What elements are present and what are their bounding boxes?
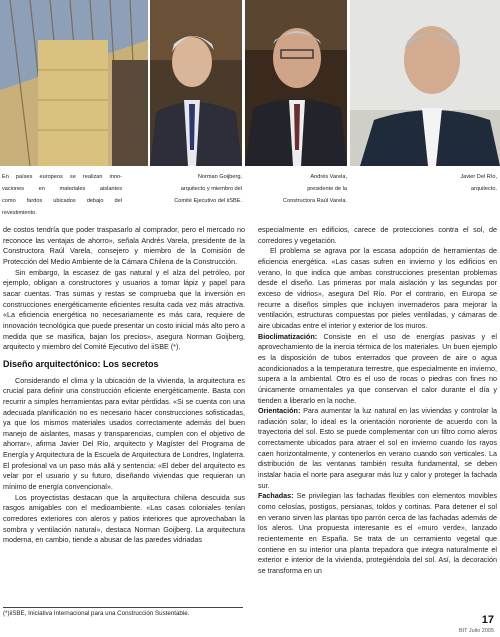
paragraph-text: Se privilegian las fachadas flexibles con elementos movibles como celosías, postigos, persianas, toldos y cortinas. Para detener el sol en verano sirven las plantas tipo parrón cerca de las fachadas además de los aleros. Una propuesta interesante es el «muro verde», lanzado recientemente en España. Se trata de un cerramiento vegetal que contiene en su interior una planta trepadora que integra naturalmente el exterior e interior de la vivienda, protegiéndola del sol. Así, la decoración se transforma en un — [258, 491, 497, 575]
bold-label: Bioclimatización: — [258, 331, 318, 341]
paragraph-text: Para aumentar la luz natural en las viviendas y controlar la radiación solar, lo ideal es la orientación nororiente de acuerdo con la trayectoria del sol. Esto se puede complementar con un filtro como aleros correctamente ubicados para atraer el sol en invierno cuando los rayos caen horizontalmente, y contenerlos en verano cuando son verticales. La distribución de las ventanas también resulta fundamental, se deben instalar hacia el norte para asegurar más luz y calor y proteger la fachada sur. — [258, 406, 497, 490]
caption-goijberg — [150, 171, 242, 207]
photo-norman-goijberg — [150, 0, 242, 166]
caption-insulation — [2, 171, 122, 219]
caption-line: Javier Del Río, — [460, 174, 497, 180]
caption-line: En países europeos se realizan inno- — [2, 174, 122, 180]
bioclimatizacion-paragraph — [258, 332, 497, 407]
page-number: 17 — [481, 614, 494, 626]
footnote: (*)iiSBE, Iniciativa Internacional para una Construcción Sustentable. — [3, 607, 243, 617]
orientacion-paragraph — [258, 406, 497, 491]
caption-line: Norman Goijberg, — [197, 174, 242, 180]
paragraph: Considerando el clima y la ubicación de la vivienda, la arquitectura es crucial para definir una construcción eficiente energéticamente. Basta con recurrir a simples herramientas para evitar pérdidas. «Si se cuenta con una adecuada planificación no es necesario hacer construcciones sofisticadas, ya que los mismos materiales usados correctamente además del buen manejo de aislantes, masas y transparencias, cumplen con el objetivo de ahorrar», afirma Javier Del Río, arquitecto y Magíster del Programa de Energía y Arquitectura de la Escuela de Arquitectura de Londres, Inglaterra. El profesional va un paso más allá y sentencia: «El deber del arquitecto es velar por el usuario y su futuro, diseñando viviendas que requieran un mínimo de energía convencional». — [3, 375, 245, 492]
caption-line: arquitecto. — [470, 186, 497, 192]
section-heading: Diseño arquitectónico: Los secretos — [3, 358, 159, 369]
caption-line: Constructora Raúl Varela. — [283, 198, 347, 204]
caption-line: revestimiento. — [2, 210, 37, 216]
caption-varela — [245, 171, 347, 207]
paragraph: Sin embargo, la escasez de gas natural y el alza del petróleo, por ejemplo, obligan a constructores y usuarios a tomar lápiz y papel para sacar cuentas. Tras sumas y restas se comprueba que la inversión en construcciones energéticamente eficientes resulta cada vez más atractiva. «La eficiencia energética no necesariamente es más cara, requiere de innovación tecnológica que puede presentar un costo inicial más alto pero a medida que se masifica, bajan los precios», asegura Norman Goijberg, arquitecto y miembro del Comité Ejecutivo del iiSBE (*). — [3, 267, 245, 352]
caption-line: Comité Ejecutivo del iiSBE. — [174, 198, 242, 204]
caption-line: presidente de la — [307, 186, 347, 192]
caption-del-rio — [350, 171, 497, 195]
caption-line: Andrés Varela, — [310, 174, 347, 180]
caption-line: vaciones en materiales aislantes — [2, 186, 122, 192]
issue-label: BIT Julio 2005 — [458, 628, 494, 634]
paragraph: Los proyectistas destacan que la arquitectura chilena descuida sus rasgos amigables con el medioambiente. «Las casas coloniales tenían corredores exteriores con aleros y patios interiores que aprovechaban la sombra y ventilación natural», destaca Norman Goijberg. La arquitectura moderna, en cambio, tiende a abusar de las paredes vidriadas — [3, 492, 245, 545]
left-column — [3, 225, 245, 546]
paragraph: especialmente en edificios, carece de protecciones contra el sol, de corredores y vegetación. — [258, 225, 497, 245]
bold-label: Orientación: — [258, 406, 301, 416]
paragraph-text: Consiste en el uso de energías pasivas y el aprovechamiento de la inercia térmica de los materiales. Un buen ejemplo es la disposición de tubos enterrados que proveen de aire o agua acondicionados a la temperatura terrestre, que especialmente en invierno, supera a la ambiental. Otro es el uso de rocas o piedras con fines no únicamente ornamentales ya que conservan el calor durante el día y tienden a liberarlo en la noche. — [258, 331, 497, 405]
caption-line: como fardos ubicados debajo del — [2, 198, 122, 204]
photo-javier-del-rio — [350, 0, 500, 166]
paragraph: de costos tendría que poder traspasarlo al comprador, pero el mercado no reconoce las ventajas de ahorro», señala Andrés Varela, presidente de la Constructora Raúl Varela, consejero y miembro de la Comisión de Protección del Medio Ambiente de la Cámara Chilena de la Construcción. — [3, 225, 245, 266]
caption-line: arquitecto y miembro del — [180, 186, 242, 192]
right-column — [258, 225, 497, 577]
fachadas-paragraph — [258, 491, 497, 576]
photo-insulation-bales — [0, 0, 148, 166]
photo-andres-varela — [245, 0, 347, 166]
bold-label: Fachadas: — [258, 491, 294, 501]
paragraph: El problema se agrava por la escasa adopción de herramientas de eficiencia energética. «Las casas sufren en invierno y los edificios en verano, lo que indica que ambas construcciones presentan problemas desde el diseño. Las primeras por mala aislación y las segundas por exceso de vidrios», asegura Del Río. Por el contrario, en Europa se recurre a diseños simples que incluyen invernaderos para mejorar la ventilación, estructuras compuestas por pieles ventiladas, y cámaras de aire ubicadas entre el interior y exterior de los muros. — [258, 246, 497, 330]
